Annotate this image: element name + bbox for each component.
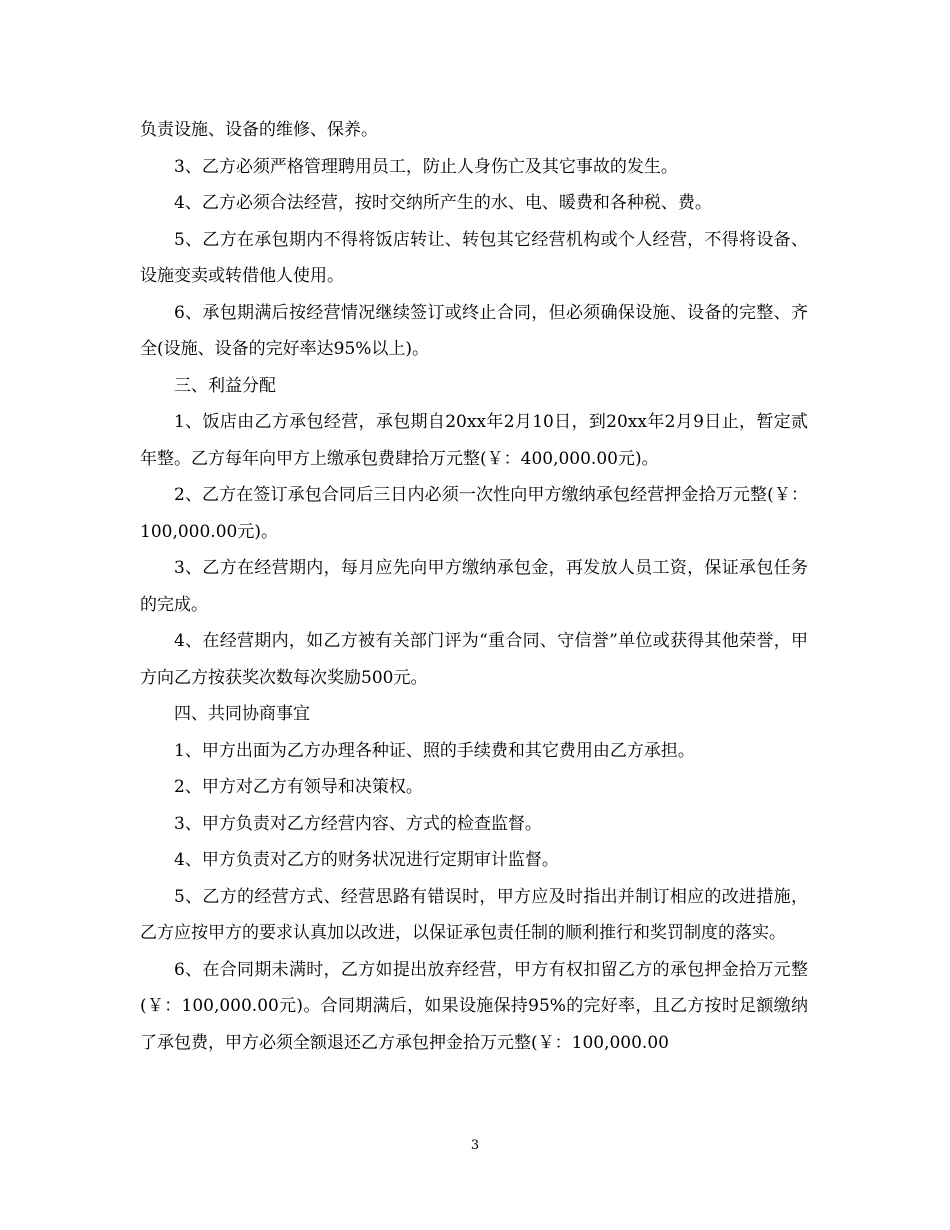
paragraph: 1、饭店由乙方承包经营，承包期自20xx年2月10日，到20xx年2月9日止，暂定贰年整。乙方每年向甲方上缴承包费肆拾万元整(￥：400,000.00元)。 [140,412,808,469]
paragraph: 5、乙方的经营方式、经营思路有错误时，甲方应及时指出并制订相应的改进措施，乙方应按甲方的要求认真加以改进，以保证承包责任制的顺利推行和奖罚制度的落实。 [140,886,808,943]
paragraph: 3、乙方在经营期内，每月应先向甲方缴纳承包金，再发放人员工资，保证承包任务的完成。 [140,558,808,615]
paragraph: 2、乙方在签订承包合同后三日内必须一次性向甲方缴纳承包经营押金拾万元整(￥：100,000.00元)。 [140,485,808,542]
paragraph: 3、甲方负责对乙方经营内容、方式的检查监督。 [174,813,542,834]
paragraph: 6、在合同期未满时，乙方如提出放弃经营，甲方有权扣留乙方的承包押金拾万元整(￥：100,000.00元)。合同期满后，如果设施保持95%的完好率，且乙方按时足额缴纳了承包费，甲方必须全额退还乙方承包押金拾万元整(￥：100,000.00 [140,959,808,1053]
section-heading: 四、共同协商事宜 [174,704,310,724]
section-heading: 三、利益分配 [174,375,276,396]
paragraph: 2、甲方对乙方有领导和决策权。 [174,777,423,797]
paragraph: 4、甲方负责对乙方的财务状况进行定期审计监督。 [174,850,559,870]
paragraph: 3、乙方必须严格管理聘用员工，防止人身伤亡及其它事故的发生。 [174,156,678,177]
paragraph: 4、乙方必须合法经营，按时交纳所产生的水、电、暖费和各种税、费。 [174,193,712,213]
document-body [140,112,808,1061]
paragraph: 5、乙方在承包期内不得将饭店转让、转包其它经营机构或个人经营，不得将设备、设施变卖或转借他人使用。 [140,229,808,286]
paragraph: 1、甲方出面为乙方办理各种证、照的手续费和其它费用由乙方承担。 [174,740,695,761]
page-number: 3 [470,1138,480,1153]
paragraph: 4、在经营期内，如乙方被有关部门评为“重合同、守信誉”单位或获得其他荣誉，甲方向乙方按获奖次数每次奖励500元。 [140,631,808,688]
paragraph: 负责设施、设备的维修、保养。 [140,120,378,140]
paragraph: 6、承包期满后按经营情况继续签订或终止合同，但必须确保设施、设备的完整、齐全(设施、设备的完好率达95%以上)。 [140,302,808,359]
